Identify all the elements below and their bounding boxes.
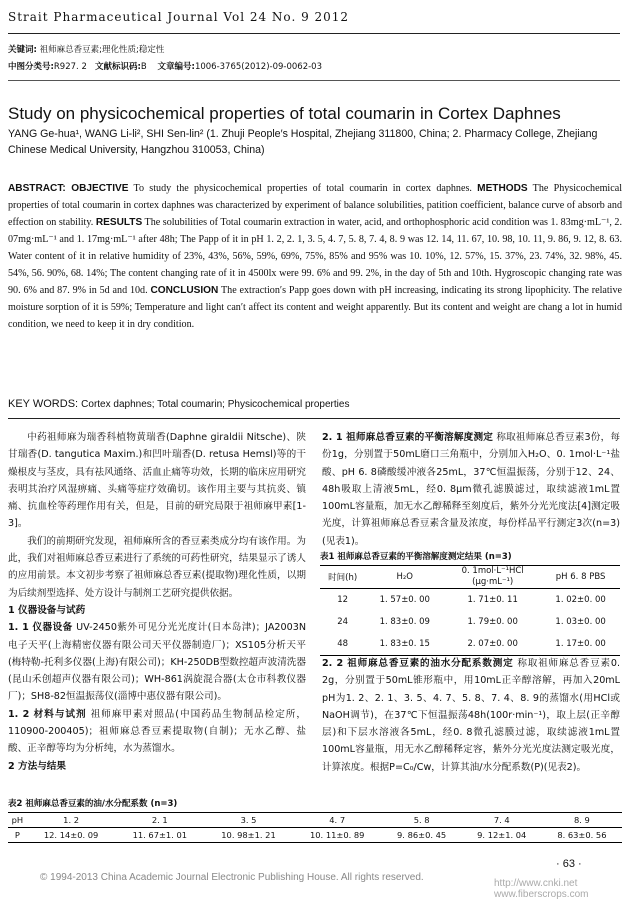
table-cell: 1. 83±0. 09 [379,617,430,627]
keywords-cn-text: 祖师麻总香豆素;理化性质;稳定性 [39,45,165,55]
table-cell: 1. 71±0. 11 [467,595,518,605]
section-2-2-text: 称取祖师麻总香豆素0. 2g，分别置于50mL锥形瓶中，用10mL正辛醇溶解，再加入20mL pH为1. 2、2. 1、3. 5、4. 7、5. 8、7. 4、8. 9的蒸馏水(用HCl或NaOH调节)，在37℃下恒温振荡48h(100r·min⁻¹)，取上层(正辛醇层)和下层水溶液各5mL，经0. 8微孔滤膜过滤，取续滤液1mL置100mL容量瓶，用无水乙醇稀释定容，紫外分光光度法测定吸光度，计算浓度。根据P=C₀/Cw，计算其油/水分配系数(P)(见表2)。 [322,658,620,773]
table-1-header-cell: 0. 1mol·L⁻¹HCl (μg·mL⁻¹) [461,566,524,587]
watermark-site: www.fiberscrops.com [494,889,589,900]
table-cell: 5. 8 [382,813,462,828]
results-text: The solubilities of Total coumarin extraction in water, acid, and orthophosphoric acid condition was 1. 83mg·mL⁻¹, 2. 07mg·mL⁻¹ and 1. 17mg·mL⁻¹ after 48h; The Papp of it in pH 1. 2, 2. 1, 3. 5, 4. 7, 5. 8, 7. 4, 8. 9 was 12. 14, 11. 67, 10. 98, 10. 11, 9. 86, 9. 12, 8. 63. Water content of it in relative humidity of 23%, 43%, 56%, 59%, 69%, 75%, 85% and 95% was 10. 10%, 12. 57%, 15. 37%, 23. 74%, 32. 98%, 45. 54%, 56. 90%, 68. 14%; The content changing rate of it in 4500lx were 99. 6% and 99. 2%, in the day of 5th and 10th. Hygroscopic changing rate was 90. 6% and 87. 9% in 5d and 10d. [8,217,622,296]
table-1-header-cell: 时间(h) [328,573,358,583]
code-label: 文献标识码: [94,62,141,72]
table-cell: 2. 07±0. 00 [467,639,518,649]
table-cell: 12. 14±0. 09 [27,828,116,843]
keywords-cn [8,43,164,55]
table-cell: 7. 4 [462,813,542,828]
section-2-1-text: 称取祖师麻总香豆素3份，每份1g，分别置于50mL磨口三角瓶中，分别加入H₂O、0. 1mol·L⁻¹盐酸、pH 6. 8磷酸缓冲液各25mL，37℃恒温振荡，分别于12、24、48h吸取上清液5mL，经0. 8μm微孔滤膜滤过，取续滤液1mL置100mL容量瓶，加无水乙醇稀释至刻度后，紫外分光光度法[4]测定吸光度，计算祖师麻总香豆素含量及浓度，每份样品平行测定3次(n=3)(见表1)。 [322,432,620,547]
paper-title: Study on physicochemical properties of total coumarin in Cortex Daphnes [8,104,561,123]
table-cell: 1. 02±0. 00 [555,595,606,605]
table-cell: 1. 2 [27,813,116,828]
table-row [320,633,620,656]
section-1-1-text: UV-2450紫外可见分光光度计(日本岛津)；JA2003N电子天平(上海精密仪器有限公司天平仪器制造厂)；XS105分析天平(梅特勒-托利多仪器(上海)有限公司)；KH-250DB型数控超声波清洗器(昆山禾创超声仪器有限公司)；WH-861涡旋混合器(太仓市科教仪器厂)；SH8-82恒温振荡仪(淄博中惠仪器有限公司)。 [8,622,306,703]
table-cell: 10. 11±0. 89 [293,828,382,843]
intro-paragraph-1: 中药祖师麻为瑞香科植物黄瑞香(Daphne giraldii Nitsche)、陕甘瑞香(D. tangutica Maxim.)和凹叶瑞香(D. retusa Hemsl)等的干燥根皮与茎皮，具有祛风通络、活血止痛等功效，长期的临床应用研究表明其治疗风湿痹痛、头痛等症疗效确切。该作用主要与其抗炎、镇痛、抗血栓等药理作用有关，但是，目前的研究局限于祖师麻甲素[1-3]。 [8,432,306,530]
table-2 [8,812,622,843]
keyword-rule [8,80,620,81]
section-2-heading: 2 方法与结果 [8,760,66,772]
classification-line [8,60,322,72]
table-cell: 4. 7 [293,813,382,828]
table-2-row-label: P [8,828,27,843]
article-id-label: 文章编号: [157,62,195,72]
intro-paragraph-2: 我们的前期研究发现，祖师麻所含的香豆素类成分均有该作用。为此，我们对祖师麻总香豆素进行了系统的可药性研究，结果显示了诱人的应用前景。本文初步考察了祖师麻总香豆素(提取物)理化性质，以期为后续剂型选择、处方设计与制剂工艺研究提供依据。 [8,535,306,599]
results-label: RESULTS [95,217,143,228]
conclusion-label: CONCLUSION [150,285,219,296]
journal-header: Strait Pharmaceutical Journal Vol 24 No. 9 2012 [8,10,350,24]
keywords-en-text: Cortex daphnes; Total coumarin; Physicochemical properties [81,399,350,410]
objective-label: OBJECTIVE [71,183,129,194]
table-cell: 1. 03±0. 00 [555,617,606,627]
table-1-header-cell: pH 6. 8 PBS [555,572,606,582]
conclusion-text: The extraction′s Papp goes down with pH increasing, indicating its strong lipophicity. The relative moisture sorption of it is 59%; Temperature and light can′t affect its content and weight apparently. But its content and weight are chang a lot in humid condition, we need to keep it in dry condition. [8,285,622,330]
table-cell: 1. 79±0. 00 [467,617,518,627]
table-2-caption: 表2 祖师麻总香豆素的油/水分配系数 (n=3) [8,799,178,809]
abstract-en [8,180,622,333]
table-cell: 48 [337,639,349,649]
table-cell: 9. 12±1. 04 [462,828,542,843]
page-number: · 63 · [556,858,582,870]
code-value: B [140,62,147,72]
methods-text: The Physicochemical properties of total coumarin in cortex daphnes was characterized by experiment of balance solubilities, patition coefficient, balance curve of absorb and effection on stability. [8,183,622,228]
section-2-1-heading: 2. 1 祖师麻总香豆素的平衡溶解度测定 [322,432,494,443]
table-1-header-row [320,566,620,589]
keywords-en-label: KEY WORDS: [8,398,82,410]
table-cell: 11. 67±1. 01 [115,828,204,843]
table-row [320,611,620,633]
abstract-rule [8,418,620,419]
section-1-heading: 1 仪器设备与试药 [8,604,86,616]
keywords-en [8,398,349,410]
article-id-value: 1006-3765(2012)-09-0062-03 [194,62,322,72]
methods-label: METHODS [477,183,528,194]
table-2-ph-row [8,813,622,828]
table-cell: 3. 5 [204,813,293,828]
table-cell: 9. 86±0. 45 [382,828,462,843]
table-2-p-row [8,828,622,843]
abstract-label: ABSTRACT: [8,183,72,194]
table-cell: 24 [337,617,349,627]
section-1-1-heading: 1. 1 仪器设备 [8,622,73,634]
table-1-header-cell: H₂O [396,572,413,582]
header-rule [8,33,620,34]
objective-text: To study the physicochemical properties of total coumarin in cortex daphnes. [128,183,472,194]
section-2-2-heading: 2. 2 祖师麻总香豆素的油水分配系数测定 [322,658,514,669]
table-cell: 1. 57±0. 00 [379,595,430,605]
table-cell: 1. 83±0. 15 [379,639,430,649]
table-cell: 10. 98±1. 21 [204,828,293,843]
table-1 [320,565,620,656]
left-column [8,429,306,775]
table-row [320,589,620,612]
section-1-2-heading: 1. 2 材料与试剂 [8,708,87,720]
watermark-cnki: http://www.cnki.net [494,878,578,889]
copyright-notice: © 1994-2013 China Academic Journal Electronic Publishing House. All rights reserved. [40,872,424,883]
section-1-2-text: 祖师麻甲素对照品(中国药品生物制品检定所，110900-200405)；祖师麻总香豆素提取物(自制)；无水乙醇、盐酸、正辛醇等均为分析纯，水为蒸馏水。 [8,708,306,755]
table-cell: 1. 17±0. 00 [555,639,606,649]
right-column-top [322,429,620,550]
keywords-cn-label: 关键词: [8,45,37,55]
clc-value: R927. 2 [53,62,87,72]
table-2-row-label: pH [8,813,27,828]
authors-affiliations: YANG Ge-hua¹, WANG Li-li², SHI Sen-lin² (1. Zhuji People′s Hospital, Zhejiang 311800, China; 2. Pharmacy College, Zhejiang Chinese Medical University, Hangzhou 310053, China) [8,128,598,156]
table-cell: 2. 1 [115,813,204,828]
clc-label: 中图分类号: [8,62,54,72]
table-cell: 8. 9 [542,813,622,828]
right-column-bottom [322,655,620,776]
table-cell: 8. 63±0. 56 [542,828,622,843]
table-1-caption: 表1 祖师麻总香豆素的平衡溶解度测定结果 (n=3) [320,552,512,562]
table-cell: 12 [337,595,349,605]
